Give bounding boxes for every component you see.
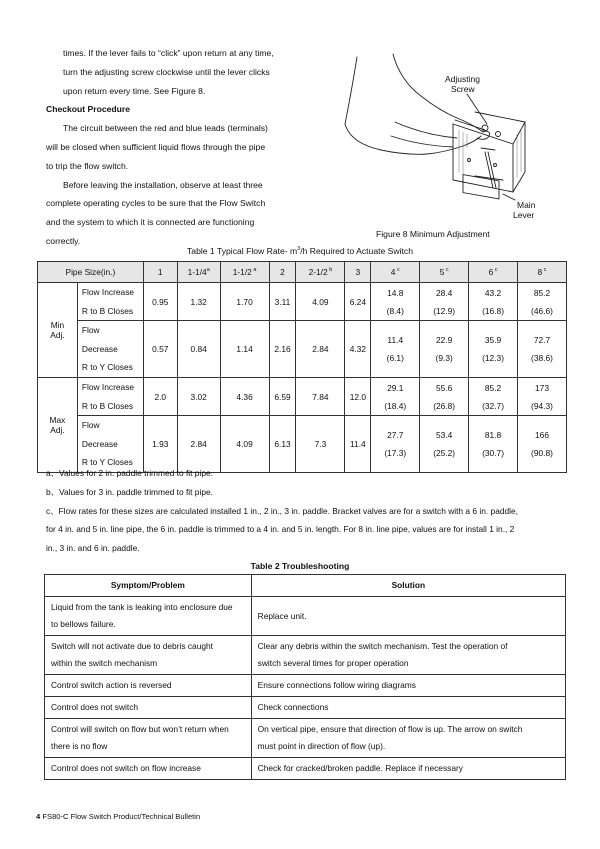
max-label-line: Adj. bbox=[50, 424, 65, 435]
note-c: for 4 in. and 5 in. line pipe, the 6 in. paddle is trimmed to a 4 in. and 5 in. length. For 8 in. line pipe, values are for install 1 in., 2 bbox=[46, 524, 515, 535]
solution-cell: Ensure connections follow wiring diagrams bbox=[251, 675, 565, 697]
solution-cell: Check connections bbox=[251, 697, 565, 719]
value-pair-cell: 85.2 (46.6) bbox=[518, 283, 567, 321]
header-symptom: Symptom/Problem bbox=[45, 575, 252, 597]
value-pair-cell: 22.9 (9.3) bbox=[420, 321, 469, 378]
value-cell: 0.57 bbox=[143, 321, 177, 378]
intro-line: times. If the lever fails to “click” upon return at any time, bbox=[63, 48, 274, 58]
table-row bbox=[45, 636, 566, 675]
value-cell: 2.84 bbox=[177, 416, 220, 473]
value-pair-cell: 35.9 (12.3) bbox=[469, 321, 518, 378]
table-row bbox=[38, 377, 567, 415]
figure-8 bbox=[335, 52, 545, 227]
value-pair-cell: 72.7 (38.6) bbox=[518, 321, 567, 378]
table-row bbox=[45, 597, 566, 636]
table-row bbox=[45, 719, 566, 758]
checkout-heading: Checkout Procedure bbox=[46, 104, 131, 115]
intro-line: upon return every time. See Figure 8. bbox=[63, 85, 206, 96]
header-size: 5 $^c$ bbox=[420, 262, 469, 283]
note-b: b、Values for 3 in. paddle trimmed to fit pipe. bbox=[46, 486, 213, 497]
header-solution: Solution bbox=[251, 575, 565, 597]
value-pair-cell: 53.4 (25.2) bbox=[420, 416, 469, 473]
value-cell: 3.11 bbox=[269, 283, 296, 321]
value-pair-cell: 14.8 (8.4) bbox=[371, 283, 420, 321]
min-adj-label bbox=[38, 283, 78, 378]
table-row bbox=[45, 697, 566, 719]
hand-adjusting-switch-illustration bbox=[335, 52, 545, 227]
figure-caption: Figure 8 Minimum Adjustment bbox=[376, 229, 490, 239]
note-c: in., 3 in. and 6 in. paddle. bbox=[46, 543, 140, 554]
flow-increase-label: Flow Increase R to B Closes bbox=[77, 283, 143, 321]
value-cell: 2.16 bbox=[269, 321, 296, 378]
header-size: 1 bbox=[143, 262, 177, 283]
value-pair-cell: 27.7 (17.3) bbox=[371, 416, 420, 473]
value-cell: 11.4 bbox=[345, 416, 371, 473]
note-a: a、Values for 2 in. paddle trimmed to fit pipe. bbox=[46, 468, 213, 478]
footer-title: FS80-C Flow Switch Product/Technical Bulletin bbox=[42, 812, 201, 821]
table-row bbox=[45, 675, 566, 697]
table1-title bbox=[0, 246, 600, 256]
value-pair-cell: 166 (90.8) bbox=[518, 416, 567, 473]
value-pair-cell: 173 (94.3) bbox=[518, 377, 567, 415]
value-pair-cell: 55.6 (26.8) bbox=[420, 377, 469, 415]
troubleshooting-table bbox=[44, 574, 566, 780]
value-pair-cell: 29.1 (18.4) bbox=[371, 377, 420, 415]
intro-text bbox=[46, 44, 336, 251]
value-cell: 2.0 bbox=[143, 377, 177, 415]
label-lever: Lever bbox=[513, 210, 535, 220]
page-number: 4 bbox=[36, 812, 41, 821]
value-pair-cell: 85.2 (32.7) bbox=[469, 377, 518, 415]
value-cell: 1.32 bbox=[177, 283, 220, 321]
table1-header-row bbox=[38, 262, 567, 283]
flow-decrease-label: Flow Decrease R to Y Closes bbox=[77, 416, 143, 473]
value-cell: 0.95 bbox=[143, 283, 177, 321]
header-size: 2-1/2 $^b$ bbox=[296, 262, 345, 283]
symptom-cell: Switch will not activate due to debris caught within the switch mechanism bbox=[45, 636, 252, 675]
checkout-para-line: to trip the flow switch. bbox=[46, 160, 129, 171]
value-cell: 1.93 bbox=[143, 416, 177, 473]
value-cell: 4.36 bbox=[220, 377, 269, 415]
header-pipe-size: Pipe Size(in.) bbox=[38, 262, 144, 283]
checkout-para-line: will be closed when sufficient liquid flows through the pipe bbox=[46, 141, 266, 152]
symptom-cell: Liquid from the tank is leaking into enclosure due to bellows failure. bbox=[45, 597, 252, 636]
value-cell: 12.0 bbox=[345, 377, 371, 415]
value-cell: 7.3 bbox=[296, 416, 345, 473]
max-label-line: Max bbox=[49, 414, 66, 425]
header-size: 8 $^c$ bbox=[518, 262, 567, 283]
header-size: 3 bbox=[345, 262, 371, 283]
solution-cell: Check for cracked/broken paddle. Replace if necessary bbox=[251, 758, 565, 780]
checkout-para-line: complete operating cycles to be sure that the Flow Switch bbox=[46, 198, 266, 209]
solution-cell: Clear any debris within the switch mechanism. Test the operation of switch several times for proper operation bbox=[251, 636, 565, 675]
symptom-cell: Control will switch on flow but won’t return when there is no flow bbox=[45, 719, 252, 758]
header-size: 2 bbox=[269, 262, 296, 283]
table1-title-post: /h Required to Actuate Switch bbox=[300, 246, 413, 256]
header-size: 6 $^c$ bbox=[469, 262, 518, 283]
checkout-para-line: correctly. bbox=[46, 235, 81, 246]
note-c: c、Flow rates for these sizes are calculated installed 1 in., 2 in., 3 in. paddle. Bracket valves are for a switch with a 6 in. paddle, bbox=[46, 505, 519, 516]
table-row bbox=[45, 758, 566, 780]
value-cell: 2.84 bbox=[296, 321, 345, 378]
flow-decrease-label: Flow Decrease R to Y Closes bbox=[77, 321, 143, 378]
label-main: Main bbox=[517, 200, 536, 210]
value-cell: 6.13 bbox=[269, 416, 296, 473]
value-pair-cell: 81.8 (30.7) bbox=[469, 416, 518, 473]
value-cell: 7.84 bbox=[296, 377, 345, 415]
value-cell: 4.09 bbox=[296, 283, 345, 321]
header-size: 1-1/4$^a$ bbox=[177, 262, 220, 283]
page-footer bbox=[36, 812, 200, 821]
value-cell: 1.14 bbox=[220, 321, 269, 378]
value-cell: 6.59 bbox=[269, 377, 296, 415]
value-cell: 4.09 bbox=[220, 416, 269, 473]
label-screw: Screw bbox=[451, 84, 475, 94]
table1-title-pre: Table 1 Typical Flow Rate- m bbox=[187, 246, 298, 256]
header-size: 1-1/2 $^a$ bbox=[220, 262, 269, 283]
min-label-line: Adj. bbox=[50, 329, 65, 340]
header-size: 4 $^c$ bbox=[371, 262, 420, 283]
intro-line: turn the adjusting screw clockwise until the lever clicks bbox=[63, 66, 270, 77]
value-cell: 6.24 bbox=[345, 283, 371, 321]
flow-increase-label: Flow Increase R to B Closes bbox=[77, 377, 143, 415]
checkout-para-line: The circuit between the red and blue leads (terminals) bbox=[63, 123, 268, 134]
flow-rate-table bbox=[37, 261, 567, 473]
value-pair-cell: 11.4 (6.1) bbox=[371, 321, 420, 378]
symptom-cell: Control does not switch on flow increase bbox=[45, 758, 252, 780]
table1-title-sup: 3 bbox=[297, 246, 301, 252]
symptom-cell: Control does not switch bbox=[45, 697, 252, 719]
min-label-line: Min bbox=[50, 319, 65, 330]
solution-cell: Replace unit. bbox=[251, 597, 565, 636]
table2-header-row bbox=[45, 575, 566, 597]
table-row bbox=[38, 321, 567, 378]
value-pair-cell: 43.2 (16.8) bbox=[469, 283, 518, 321]
value-cell: 4.32 bbox=[345, 321, 371, 378]
value-cell: 1.70 bbox=[220, 283, 269, 321]
value-pair-cell: 28.4 (12.9) bbox=[420, 283, 469, 321]
table-row bbox=[38, 283, 567, 321]
max-adj-label bbox=[38, 377, 78, 472]
checkout-para-line: and the system to which it is connected are functioning bbox=[46, 217, 255, 228]
label-adjusting: Adjusting bbox=[445, 74, 480, 84]
symptom-cell: Control switch action is reversed bbox=[45, 675, 252, 697]
solution-cell: On vertical pipe, ensure that direction of flow is up. The arrow on switch must point in direction of flow (up). bbox=[251, 719, 565, 758]
checkout-para-line: Before leaving the installation, observe at least three bbox=[63, 179, 263, 190]
table2-title: Table 2 Troubleshooting bbox=[250, 561, 350, 571]
value-cell: 3.02 bbox=[177, 377, 220, 415]
value-cell: 0.84 bbox=[177, 321, 220, 378]
table1-notes bbox=[46, 464, 566, 558]
